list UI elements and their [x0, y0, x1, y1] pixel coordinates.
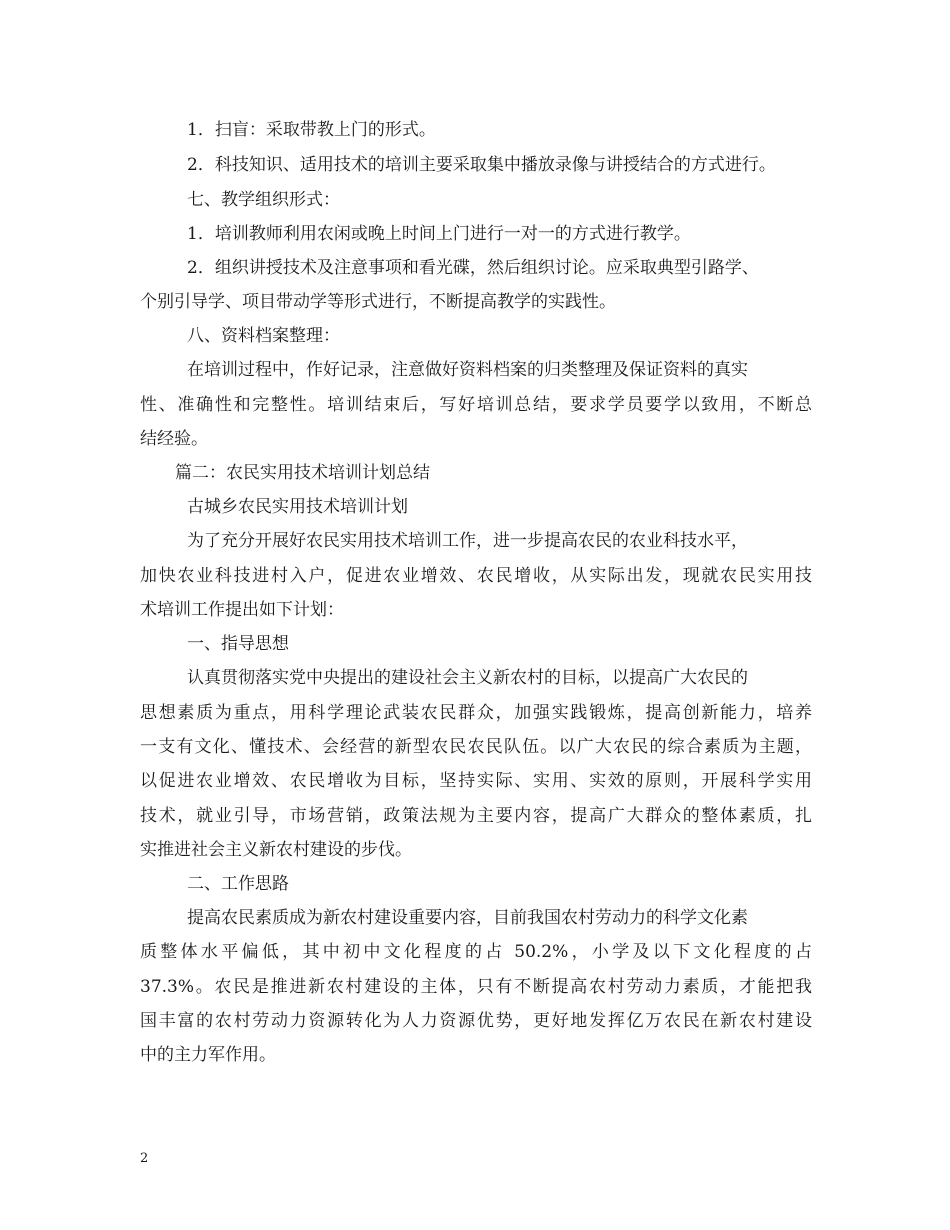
text-line: 中的主力军作用。	[140, 1045, 276, 1065]
page-number: 2	[140, 1151, 149, 1166]
plan-title: 古城乡农民实用技术培训计划	[187, 497, 408, 517]
text-line: 在培训过程中，作好记录，注意做好资料档案的归类整理及保证资料的真实	[187, 360, 748, 380]
text-line: 思想素质为重点，用科学理论武装农民群众，加强实践锻炼，提高创新能力，培养	[140, 703, 812, 723]
text-line: 实推进社会主义新农村建设的步伐。	[140, 840, 412, 860]
text-line: 提高农民素质成为新农村建设重要内容，目前我国农村劳动力的科学文化素	[187, 908, 748, 928]
text-line: 质整体水平偏低，其中初中文化程度的占 50.2%，小学及以下文化程度的占	[140, 942, 812, 962]
section-heading: 七、教学组织形式：	[187, 190, 340, 210]
text-line: 个别引导学、项目带动学等形式进行，不断提高教学的实践性。	[140, 292, 616, 312]
text-line: 国丰富的农村劳动力资源转化为人力资源优势，更好地发挥亿万农民在新农村建设	[140, 1011, 812, 1031]
text-line: 2．科技知识、适用技术的培训主要采取集中播放录像与讲授结合的方式进行。	[187, 155, 776, 175]
text-line: 一支有文化、懂技术、会经营的新型农民农民队伍。以广大农民的综合素质为主题，	[140, 737, 812, 757]
text-line: 为了充分开展好农民实用技术培训工作，进一步提高农民的农业科技水平，	[187, 531, 748, 551]
section-heading: 一、指导思想	[187, 634, 289, 654]
text-line: 技术，就业引导，市场营销，政策法规为主要内容，提高广大群众的整体素质，扎	[140, 806, 812, 826]
text-line: 认真贯彻落实党中央提出的建设社会主义新农村的目标，以提高广大农民的	[187, 668, 748, 688]
text-line: 2．组织讲授技术及注意事项和看光碟，然后组织讨论。应采取典型引路学、	[187, 258, 759, 278]
text-line: 以促进农业增效、农民增收为目标，坚持实际、实用、实效的原则，开展科学实用	[140, 771, 812, 791]
text-line: 结经验。	[140, 429, 208, 449]
text-line: 加快农业科技进村入户，促进农业增效、农民增收，从实际出发，现就农民实用技	[140, 566, 812, 586]
section-heading: 二、工作思路	[187, 874, 289, 894]
text-line: 性、准确性和完整性。培训结束后，写好培训总结，要求学员要学以致用，不断总	[140, 395, 812, 415]
chapter-heading: 篇二：农民实用技术培训计划总结	[175, 463, 430, 483]
text-line: 术培训工作提出如下计划：	[140, 600, 344, 620]
text-line: 37.3%。农民是推进新农村建设的主体，只有不断提高农村劳动力素质，才能把我	[140, 977, 812, 997]
text-line: 1．培训教师利用农闲或晚上时间上门进行一对一的方式进行教学。	[187, 224, 691, 244]
text-line: 1．扫盲：采取带教上门的形式。	[187, 120, 436, 140]
section-heading: 八、资料档案整理：	[187, 326, 340, 346]
